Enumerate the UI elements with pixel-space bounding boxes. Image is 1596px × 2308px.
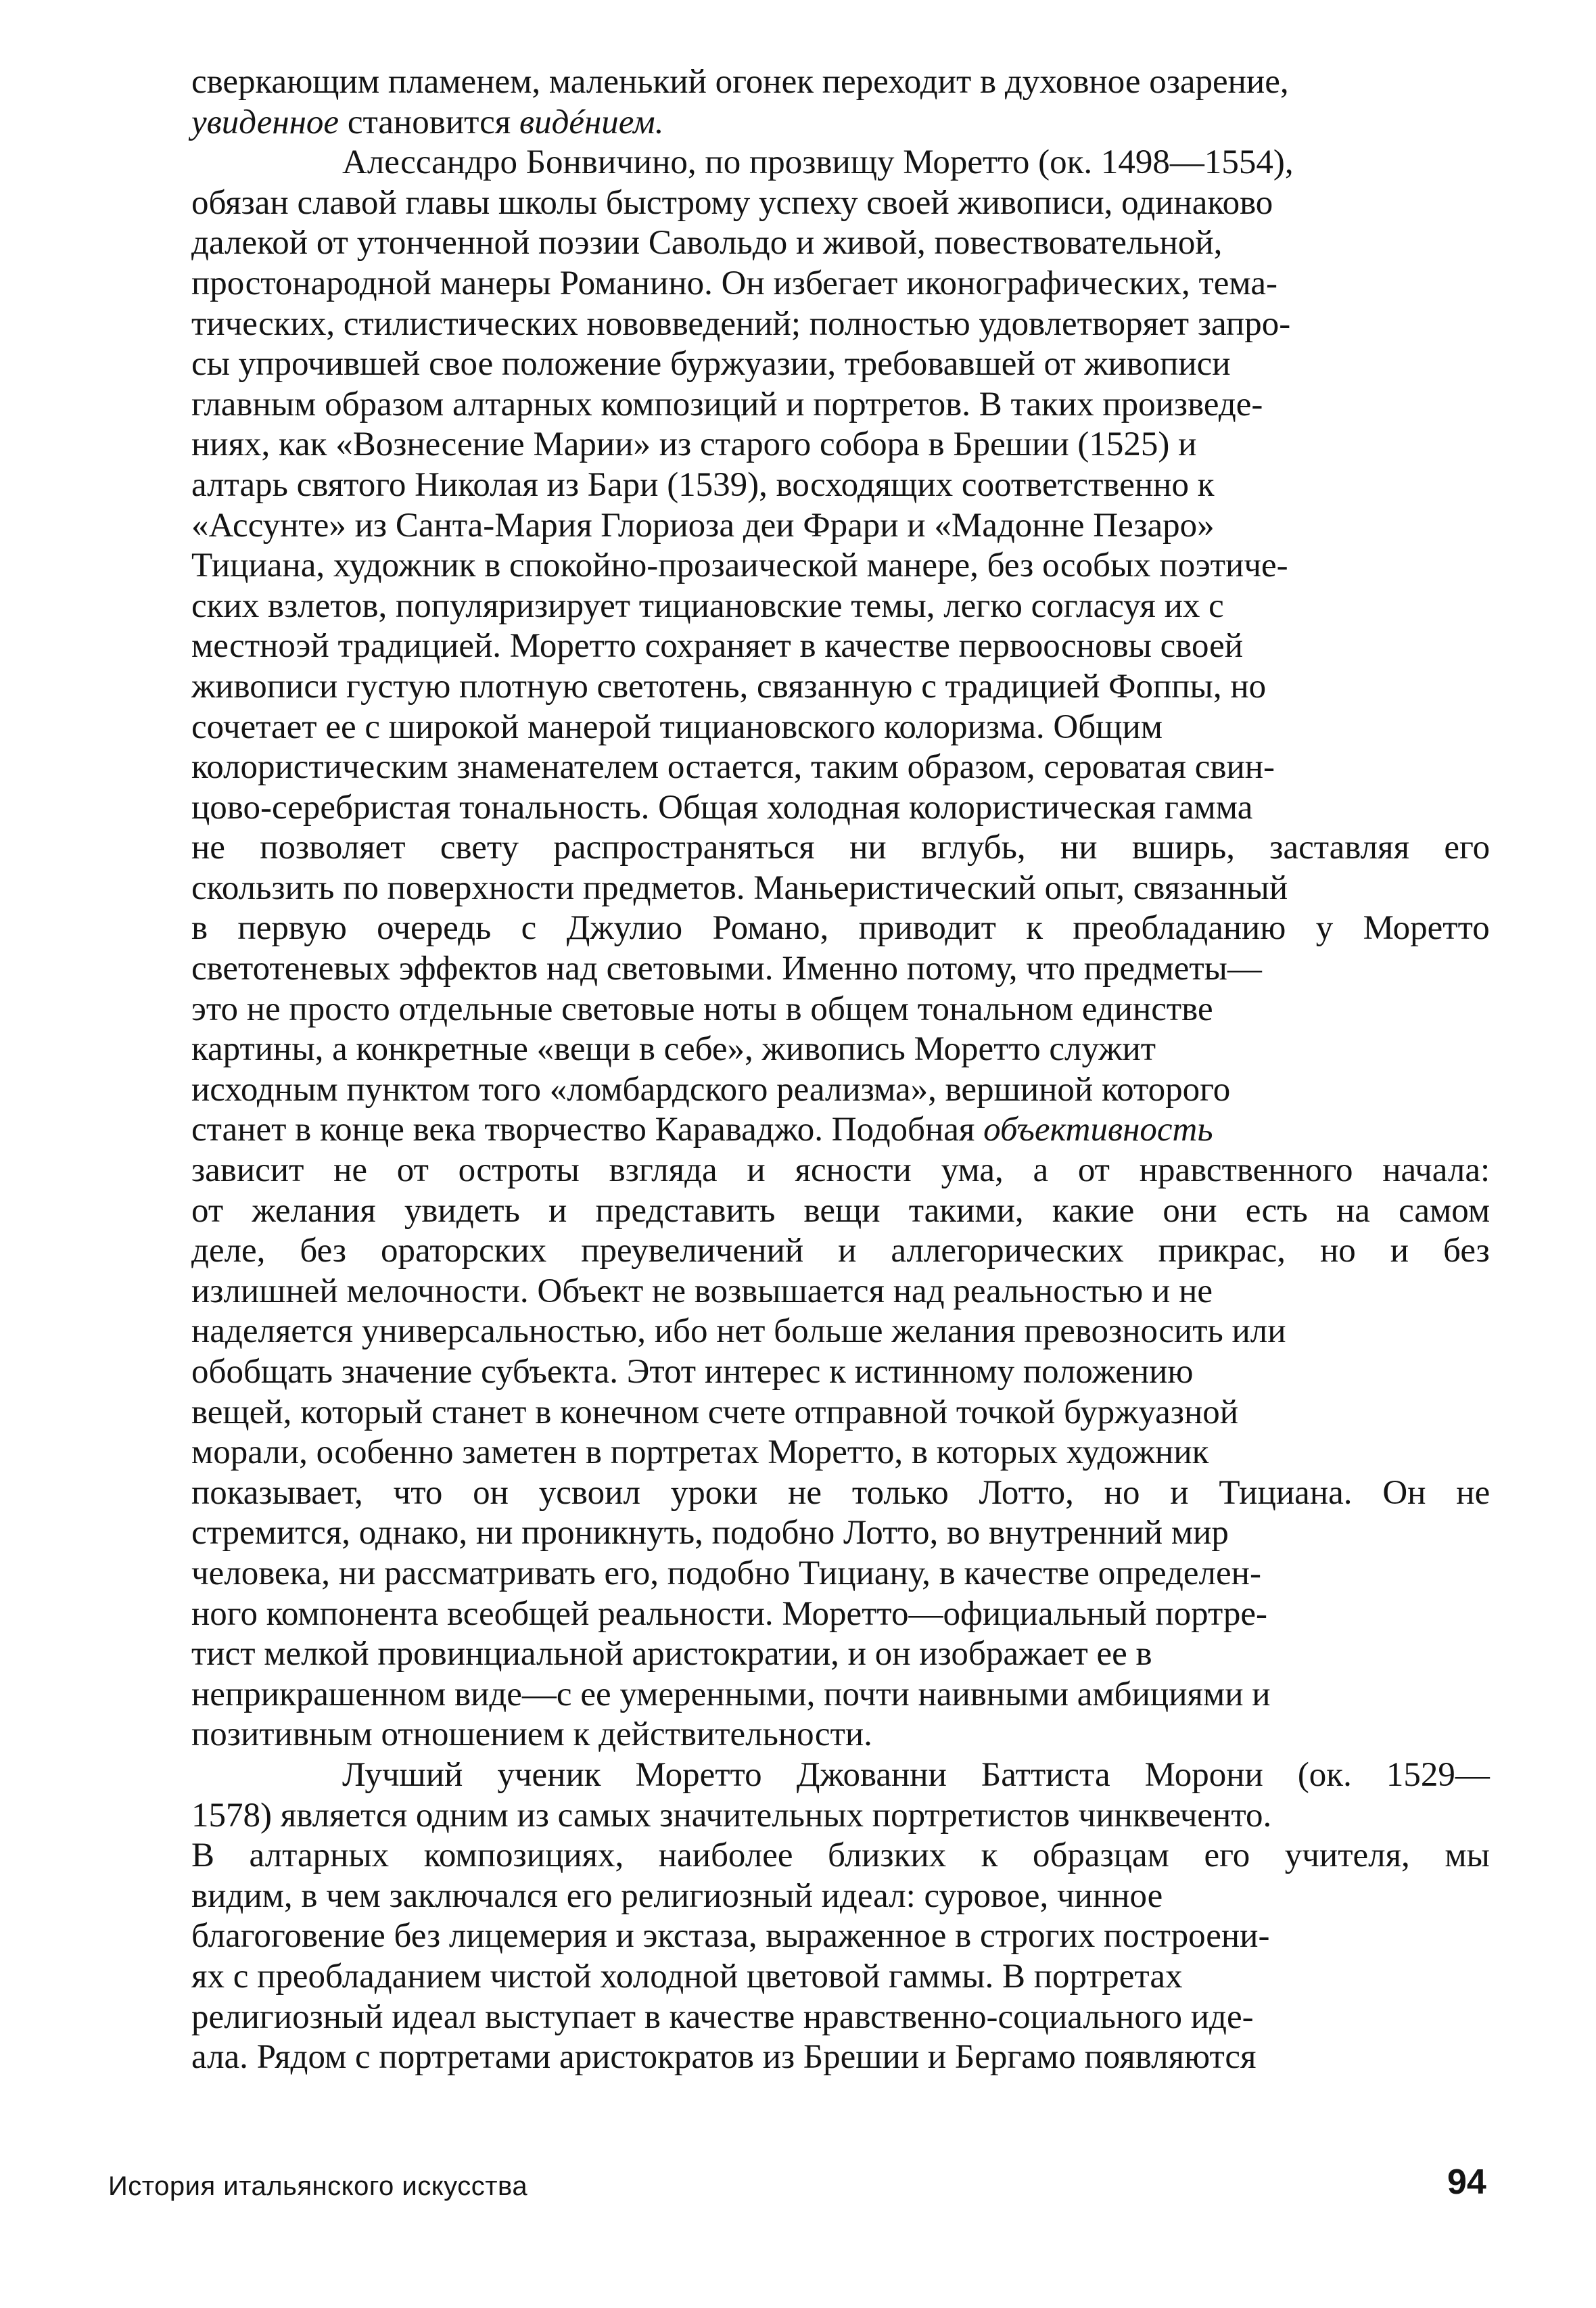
text-line xyxy=(191,1836,1490,1876)
text-line xyxy=(191,869,1490,909)
line-text: цово-серебристая тональность. Общая холодная колористическая гамма xyxy=(191,788,1253,827)
line-text: главным образом алтарных композиций и портретов. В таких произведе- xyxy=(191,385,1263,423)
running-footer-title: История итальянского искусства xyxy=(108,2171,528,2201)
line-text: наделяется универсальностью, ибо нет больше желания превозносить или xyxy=(191,1312,1286,1351)
line-text: колористическим знаменателем остается, таким образом, сероватая свин- xyxy=(191,748,1275,787)
line-text: становится xyxy=(339,103,519,141)
line-text: картины, а конкретные «вещи в себе», живопись Моретто служит xyxy=(191,1030,1156,1069)
text-line xyxy=(191,143,1490,183)
line-text: алтарь святого Николая из Бари (1539), восходящих соответственно к xyxy=(191,465,1215,504)
text-line xyxy=(191,1554,1490,1594)
text-line xyxy=(191,1352,1490,1393)
text-line xyxy=(191,1876,1490,1917)
text-line xyxy=(191,1030,1490,1070)
line-text: показывает, что он усвоил уроки не только Лотто, но и Тициана. Он не xyxy=(191,1473,1491,1512)
text-line xyxy=(191,1272,1490,1312)
text-line xyxy=(191,183,1490,224)
line-text: позитивным отношением к действительности. xyxy=(191,1715,872,1754)
line-text: далекой от утонченной поэзии Савольдо и живой, повествовательной, xyxy=(191,224,1223,262)
line-text: деле, без ораторских преувеличений и аллегорических прикрас, но и без xyxy=(191,1232,1490,1270)
italic-text: объективность xyxy=(983,1111,1213,1149)
line-text: вещей, который станет в конечном счете отправной точкой буржуазной xyxy=(191,1393,1239,1431)
line-text: Тициана, художник в спокойно-прозаической манере, без особых поэтиче- xyxy=(191,547,1288,585)
text-line xyxy=(191,103,1490,143)
text-line xyxy=(191,465,1490,506)
line-text: Алессандро Бонвичино, по прозвищу Моретто (ок. 1498—1554), xyxy=(342,143,1294,182)
line-text: 1578) является одним из самых значительных портретистов чинквеченто. xyxy=(191,1796,1272,1834)
line-text: станет в конце века творчество Караваджо. Подобная xyxy=(191,1111,984,1149)
text-line xyxy=(191,1191,1490,1232)
line-text: сверкающим пламенем, маленький огонек переходит в духовное озарение, xyxy=(191,63,1289,101)
text-line xyxy=(191,667,1490,708)
line-text: светотеневых эффектов над световыми. Именно потому, что предметы— xyxy=(191,950,1262,988)
text-line xyxy=(191,304,1490,345)
text-line xyxy=(191,708,1490,748)
line-text: простонародной манеры Романино. Он избегает иконографических, тема- xyxy=(191,264,1277,302)
line-text: неприкрашенном виде—с ее умеренными, почти наивными амбициями и xyxy=(191,1675,1271,1713)
line-text: живописи густую плотную светотень, связанную с традицией Фоппы, но xyxy=(191,667,1267,706)
text-line xyxy=(191,62,1490,103)
text-line xyxy=(191,1594,1490,1635)
line-text: ниях, как «Вознесение Марии» из старого собора в Брешии (1525) и xyxy=(191,425,1197,464)
text-line xyxy=(191,1393,1490,1433)
text-line xyxy=(191,1957,1490,1998)
text-line xyxy=(191,425,1490,465)
line-text: ала. Рядом с портретами аристократов из Брешии и Бергамо появляются xyxy=(191,2038,1257,2077)
line-text: обобщать значение субъекта. Этот интерес к истинному положению xyxy=(191,1353,1194,1391)
text-line xyxy=(191,1675,1490,1715)
line-text: ного компонента всеобщей реальности. Моретто—официальный портре- xyxy=(191,1594,1267,1633)
line-text: В алтарных композициях, наиболее близких к образцам его учителя, мы xyxy=(191,1837,1490,1875)
text-line xyxy=(191,546,1490,586)
line-text: стремится, однако, ни проникнуть, подобно Лотто, во внутренний мир xyxy=(191,1514,1229,1552)
text-line xyxy=(191,1473,1490,1514)
text-line xyxy=(191,828,1490,869)
line-text: не позволяет свету распространяться ни вглубь, ни вширь, заставляя его xyxy=(191,829,1491,867)
line-text: ских взлетов, популяризирует тициановские темы, легко согласуя их с xyxy=(191,586,1224,625)
line-text: благоговение без лицемерия и экстаза, выраженное в строгих построени- xyxy=(191,1917,1270,1956)
text-line xyxy=(191,1231,1490,1272)
line-text: тических, стилистических нововведений; полностью удовлетворяет запро- xyxy=(191,304,1291,343)
line-text: скользить по поверхности предметов. Маньеристический опыт, связанный xyxy=(191,869,1288,907)
text-line xyxy=(191,1755,1490,1796)
text-line xyxy=(191,1070,1490,1111)
text-line xyxy=(191,1796,1490,1837)
line-text: обязан славой главы школы быстрому успеху своей живописи, одинаково xyxy=(191,183,1273,222)
text-line xyxy=(191,586,1490,627)
text-line xyxy=(191,2037,1490,2078)
text-line xyxy=(191,264,1490,304)
text-line xyxy=(191,1634,1490,1675)
italic-text: увиденное xyxy=(191,103,339,141)
text-line xyxy=(191,1433,1490,1473)
line-text: сочетает ее с широкой манерой тициановского колоризма. Общим xyxy=(191,708,1163,746)
line-text: ях с преобладанием чистой холодной цветовой гаммы. В портретах xyxy=(191,1957,1183,1995)
line-text: Лучший ученик Моретто Джованни Баттиста Морони (ок. 1529— xyxy=(342,1755,1490,1794)
body-text xyxy=(191,62,1490,2078)
text-line xyxy=(191,1151,1490,1191)
line-text: тист мелкой провинциальной аристократии, и он изображает ее в xyxy=(191,1635,1152,1674)
line-text: «Ассунте» из Санта-Мария Глориоза деи Фрари и «Мадонне Пезаро» xyxy=(191,506,1215,545)
line-text: морали, особенно заметен в портретах Моретто, в которых художник xyxy=(191,1433,1209,1472)
text-line xyxy=(191,223,1490,264)
text-line xyxy=(191,788,1490,829)
line-text: это не просто отдельные световые ноты в общем тональном единстве xyxy=(191,990,1213,1028)
italic-text: видéнием. xyxy=(519,103,664,141)
line-text: религиозный идеал выступает в качестве нравственно-социального иде- xyxy=(191,1998,1254,2036)
line-text: местноэй традицией. Моретто сохраняет в качестве первоосновы своей xyxy=(191,627,1244,666)
text-line xyxy=(191,990,1490,1030)
line-text: человека, ни рассматривать его, подобно Тициану, в качестве определен- xyxy=(191,1554,1261,1592)
text-line xyxy=(191,626,1490,667)
text-line xyxy=(191,1110,1490,1151)
text-line xyxy=(191,949,1490,990)
page-number: 94 xyxy=(1447,2163,1486,2202)
line-text: от желания увидеть и представить вещи такими, какие они есть на самом xyxy=(191,1191,1491,1230)
line-text: сы упрочившей свое положение буржуазии, требовавшей от живописи xyxy=(191,345,1231,384)
text-line xyxy=(191,506,1490,547)
line-text: излишней мелочности. Объект не возвышается над реальностью и не xyxy=(191,1272,1213,1310)
text-line xyxy=(191,344,1490,385)
text-line xyxy=(191,1998,1490,2038)
text-line xyxy=(191,1513,1490,1554)
text-line xyxy=(191,908,1490,949)
line-text: видим, в чем заключался его религиозный идеал: суровое, чинное xyxy=(191,1876,1163,1915)
line-text: зависит не от остроты взгляда и ясности ума, а от нравственного начала: xyxy=(191,1151,1491,1190)
line-text: исходным пунктом того «ломбардского реализма», вершиной которого xyxy=(191,1070,1231,1109)
text-line xyxy=(191,1916,1490,1957)
text-line xyxy=(191,385,1490,425)
text-line xyxy=(191,1312,1490,1352)
line-text: в первую очередь с Джулио Романо, приводит к преобладанию у Моретто xyxy=(191,909,1490,948)
text-line xyxy=(191,747,1490,788)
text-line xyxy=(191,1715,1490,1755)
